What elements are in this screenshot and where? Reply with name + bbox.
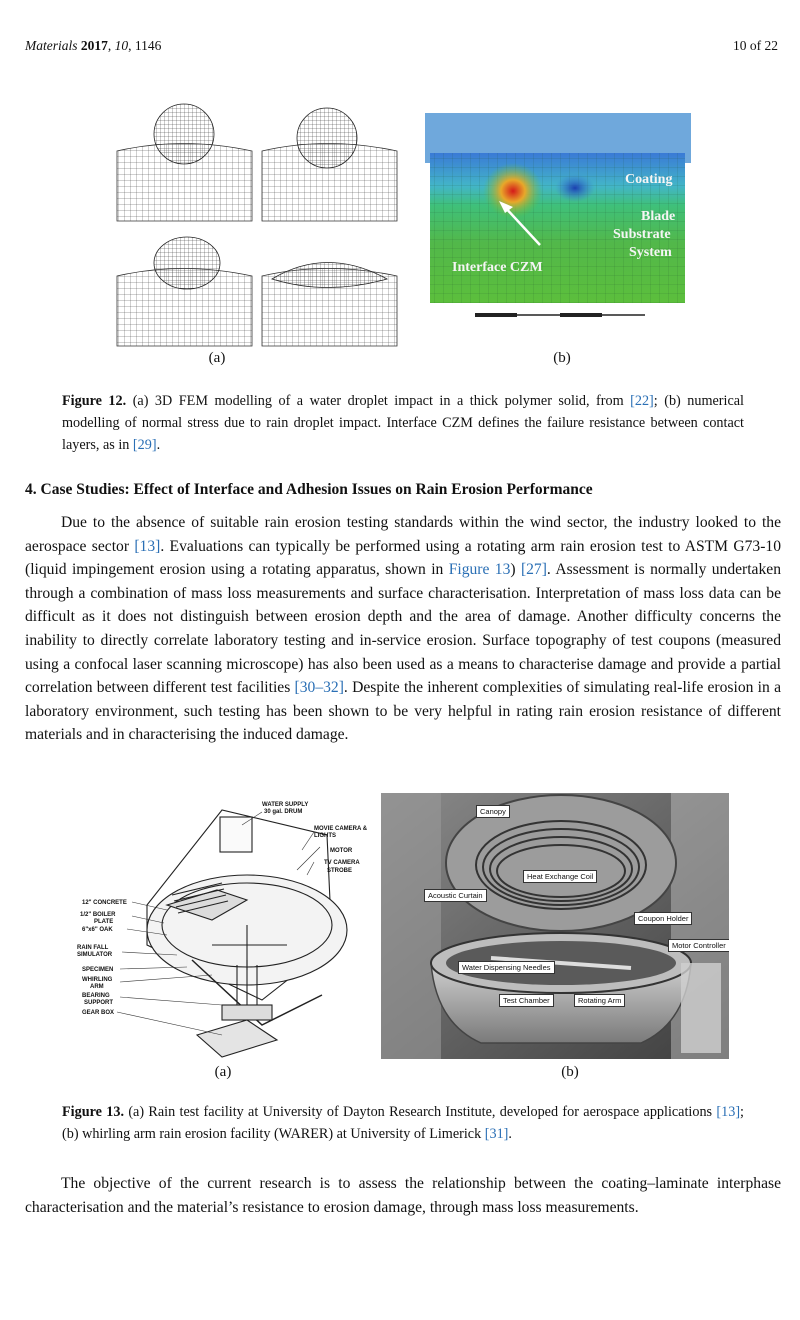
journal-volume: 10 [114,38,129,53]
citation-27[interactable]: [27] [520,561,547,579]
figure-12b-stress-contour [425,113,691,331]
figure-12b-label: (b) [553,350,571,366]
stress-hotspot [483,163,543,219]
svg-text:MOVIE CAMERA &: MOVIE CAMERA & [314,826,368,832]
label-interface-czm: Interface CZM [452,260,543,275]
label-acoustic-curtain: Acoustic Curtain [424,889,487,902]
figure-12a-fem-mesh [112,96,402,350]
article-number: 1146 [134,38,162,53]
figure-13b-label: (b) [561,1064,579,1080]
label-canopy: Canopy [476,805,510,818]
svg-text:STROBE: STROBE [327,868,353,874]
figure-12a-label: (a) [208,350,226,366]
svg-text:LIGHTS: LIGHTS [314,833,336,839]
svg-text:SUPPORT: SUPPORT [84,1000,114,1006]
label-blade: Blade [641,209,676,224]
citation-13-fig[interactable]: [13] [716,1104,741,1120]
svg-text:RAIN FALL: RAIN FALL [77,945,109,951]
label-test-chamber: Test Chamber [499,994,554,1007]
svg-text:30 gal. DRUM: 30 gal. DRUM [264,809,303,815]
section-heading: 4. Case Studies: Effect of Interface and Adhesion Issues on Rain Erosion Performance [25,481,593,498]
fem-panel-4 [262,263,397,347]
drawing-outline [147,810,347,1057]
label-substrate: Substrate [613,227,671,242]
citation-29[interactable]: [29] [132,437,157,453]
citation-30-32[interactable]: [30–32] [294,679,344,697]
citation-22[interactable]: [22] [630,393,654,409]
label-motor-controller: Motor Controller [668,939,729,952]
figure-13a-facility-drawing [72,795,372,1063]
figure-13b-facility-photo [381,793,729,1059]
svg-text:GEAR BOX: GEAR BOX [82,1010,115,1016]
citation-13[interactable]: [13] [134,537,161,555]
label-heat-exchange-coil: Heat Exchange Coil [523,870,597,883]
svg-text:WATER SUPPLY: WATER SUPPLY [262,802,309,808]
paragraph-objective: The objective of the current research is to assess the relationship between the coating–laminate interphase characterisation and the material’s resistance to erosion damage, through mass loss measurements. [25,1175,781,1216]
figure-13a-label: (a) [214,1064,232,1080]
figure-13-link[interactable]: Figure 13 [448,561,511,579]
svg-text:MOTOR: MOTOR [330,848,353,854]
svg-text:PLATE: PLATE [94,919,114,925]
svg-text:ARM: ARM [90,984,104,990]
citation-31[interactable]: [31] [484,1126,509,1142]
label-water-dispensing-needles: Water Dispensing Needles [458,961,555,974]
fem-panel-3 [117,237,252,346]
journal-year: 2017 [80,38,108,53]
label-rotating-arm: Rotating Arm [574,994,625,1007]
svg-text:SPECIMEN: SPECIMEN [82,967,114,973]
label-system: System [629,245,672,260]
label-coating: Coating [625,172,673,187]
page-number: 10 of 22 [733,38,778,53]
svg-text:WHIRLING: WHIRLING [82,977,113,983]
fem-panel-2 [262,108,397,221]
svg-text:6"x6" OAK: 6"x6" OAK [82,927,113,933]
journal-name: Materials [25,38,78,53]
svg-text:BEARING: BEARING [82,993,110,999]
figure-12-caption: Figure 12. (a) 3D FEM modelling of a water droplet impact in a thick polymer solid, from [22]; (b) numerical modelling of normal stress due to rain droplet impact. Interface CZM defines the failure resistance between contact layers, as in [29]. [62,393,744,453]
svg-text:SIMULATOR: SIMULATOR [77,952,113,958]
figure-13-caption-prefix: Figure 13. [62,1104,124,1120]
svg-text:1/2" BOILER: 1/2" BOILER [80,912,116,918]
figure-12-caption-prefix: Figure 12. [62,393,127,409]
running-header: Materials 2017, 10, 1146 [25,38,162,53]
svg-text:12" CONCRETE: 12" CONCRETE [82,900,127,906]
paragraph-case-studies: Due to the absence of suitable rain erosion testing standards within the wind sector, the industry looked to the aerospace sector [13]. Evaluations can typically be performed using a rotating arm rain erosion test to ASTM G73-10 (liquid impingement erosion using a rotating apparatus, shown in Figure 13) [27]. Assessment is normally undertaken through a combination of mass loss measurements and surface characterisation. Interpretation of mass loss data can be difficult as it does not distinguish between erosion depth and the area of damage. Another difficulty concerns the inability to directly correlate laboratory testing and in-service erosion. Surface topography of test coupons (measured using a confocal laser scanning microscope) has also been used as a means to characterise damage and provide a partial correlation between different test facilities [30–32]. Despite the inherent complexities of simulating real-life erosion in a laboratory environment, such testing has been shown to be very helpful in rating rain erosion resistance of different materials and in characterising the induced damage. [25,514,781,744]
svg-text:TV CAMERA: TV CAMERA [324,860,360,866]
fem-panel-1 [117,104,252,221]
label-coupon-holder: Coupon Holder [634,912,692,925]
figure-13-caption: Figure 13. (a) Rain test facility at University of Dayton Research Institute, developed for aerospace applications [13]; (b) whirling arm rain erosion facility (WARER) at University of Limerick [31]. [62,1104,744,1142]
